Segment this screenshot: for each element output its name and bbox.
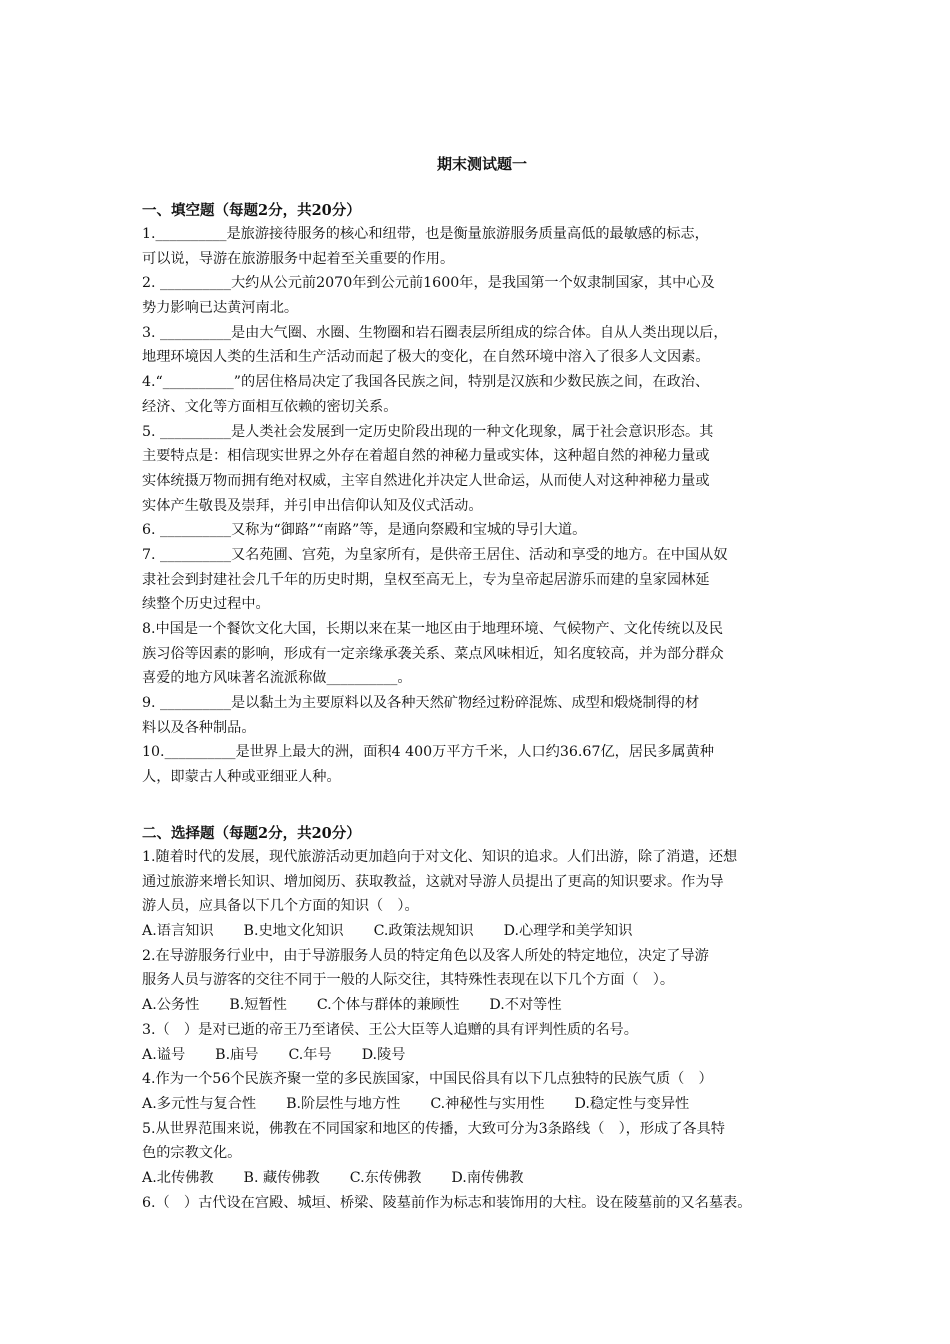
- answer-option: B.阶层性与地方性: [286, 1095, 401, 1112]
- question-text-line: 2. __________大约从公元前2070年到公元前1600年，是我国第一个奴隶制国家，其中心及: [142, 275, 715, 292]
- answer-option: D.陵号: [361, 1046, 406, 1063]
- fill-blank-section: [142, 200, 822, 790]
- question-text-line: 可以说，导游在旅游服务中起着至关重要的作用。: [142, 250, 455, 267]
- question-text-line: 通过旅游来增长知识、增加阅历、获取教益，这就对导游人员提出了更高的知识要求。作为导: [142, 873, 724, 890]
- multiple-choice-section: [142, 823, 822, 1215]
- option-row: [142, 993, 822, 1018]
- answer-option: C.年号: [288, 1046, 332, 1063]
- question-text-line: 游人员，应具备以下几个方面的知识（ ）。: [142, 898, 419, 915]
- question-list: [142, 845, 822, 1215]
- question-text-line: 9. __________是以黏土为主要原料以及各种天然矿物经过粉碎混炼、成型和煅烧制得的材: [142, 695, 700, 712]
- answer-option: A.公务性: [142, 997, 200, 1014]
- question-text-line: 2.在导游服务行业中，由于导游服务人员的特定角色以及客人所处的特定地位，决定了导游: [142, 947, 709, 964]
- answer-option: C.神秘性与实用性: [430, 1095, 545, 1112]
- page-title: 期末测试题一: [436, 155, 527, 173]
- question-text-line: 6.（ ）古代设在宫殿、城垣、桥梁、陵墓前作为标志和装饰用的大柱。设在陵墓前的又名墓表。: [142, 1194, 752, 1211]
- question-text-line: 3.（ ）是对已逝的帝王乃至诸侯、王公大臣等人追赠的具有评判性质的名号。: [142, 1021, 638, 1038]
- section-heading: 二、选择题（每题2分，共20分）: [142, 825, 361, 842]
- answer-option: A.谥号: [142, 1046, 186, 1063]
- question-text-line: 6. __________又称为“御路”“南路”等，是通向祭殿和宝城的导引大道。: [142, 522, 587, 539]
- question-text-line: 人，即蒙古人种或亚细亚人种。: [142, 769, 341, 786]
- answer-option: C.东传佛教: [349, 1169, 422, 1186]
- question-text-line: 实体统摄万物而拥有绝对权威，主宰自然进化并决定人世命运，从而使人对这种神秘力量或: [142, 472, 710, 489]
- answer-option: B.史地文化知识: [243, 923, 344, 940]
- question-text-line: 1.__________是旅游接待服务的核心和纽带，也是衡量旅游服务质量高低的最敏感的标志，: [142, 226, 709, 242]
- question-text-line: 实体产生敬畏及崇拜，并引申出信仰认知及仪式活动。: [142, 497, 483, 514]
- question-text-line: 3. __________是由大气圈、水圈、生物圈和岩石圈表层所组成的综合体。自从人类出现以后，: [142, 324, 728, 341]
- question-text-line: 4.“__________”的居住格局决定了我国各民族之间，特别是汉族和少数民族之间，在政治、: [142, 374, 710, 391]
- question-text-line: 10.__________是世界上最大的洲，面积4 400万平方千米，人口约36.67亿，居民多属黄种: [142, 744, 714, 761]
- question-text-line: 5. __________是人类社会发展到一定历史阶段出现的一种文化现象，属于社会意识形态。其: [142, 423, 714, 440]
- question-text-line: 经济、文化等方面相互依赖的密切关系。: [142, 398, 398, 415]
- answer-option: A.北传佛教: [142, 1169, 214, 1186]
- question-text-line: 喜爱的地方风味著名流派称做__________。: [142, 670, 412, 687]
- question-text-line: 族习俗等因素的影响，形成有一定亲缘承袭关系、菜点风味相近，知名度较高，并为部分群众: [142, 645, 724, 662]
- question-text-line: 续整个历史过程中。: [142, 596, 270, 613]
- answer-option: B. 藏传佛教: [243, 1169, 320, 1186]
- question-text-line: 7. __________又名苑圃、宫苑，为皇家所有，是供帝王居住、活动和享受的地方。在中国从奴: [142, 546, 728, 563]
- answer-option: C.个体与群体的兼顾性: [316, 997, 460, 1014]
- answer-option: D.稳定性与变异性: [574, 1095, 690, 1112]
- option-row: [142, 1166, 822, 1191]
- answer-option: A.多元性与复合性: [142, 1095, 257, 1112]
- answer-option: B.庙号: [215, 1046, 259, 1063]
- question-text-line: 5.从世界范围来说，佛教在不同国家和地区的传播，大致可分为3条路线（ ），形成了各具特: [142, 1120, 725, 1137]
- question-text-line: 地理环境因人类的生活和生产活动而起了极大的变化，在自然环境中溶入了很多人文因素。: [142, 349, 710, 366]
- question-text-line: 1.随着时代的发展，现代旅游活动更加趋向于对文化、知识的追求。人们出游，除了消遣，还想: [142, 849, 738, 865]
- answer-option: D.心理学和美学知识: [503, 923, 633, 940]
- answer-option: C.政策法规知识: [373, 923, 474, 940]
- question-text-line: 8.中国是一个餐饮文化大国，长期以来在某一地区由于地理环境、气候物产、文化传统以及民: [142, 621, 724, 637]
- answer-option: D.南传佛教: [451, 1169, 524, 1186]
- option-row: [142, 1043, 822, 1068]
- section-heading: 一、填空题（每题2分，共20分）: [142, 202, 361, 219]
- question-text-line: 料以及各种制品。: [142, 719, 256, 736]
- question-text-line: 服务人员与游客的交往不同于一般的人际交往，其特殊性表现在以下几个方面（ ）。: [142, 972, 675, 989]
- answer-option: D.不对等性: [489, 997, 562, 1014]
- question-text-line: 4.作为一个56个民族齐聚一堂的多民族国家，中国民俗具有以下几点独特的民族气质（ ）: [142, 1071, 713, 1088]
- answer-option: B.短暂性: [229, 997, 287, 1014]
- answer-option: A.语言知识: [142, 923, 214, 940]
- question-text-line: 主要特点是：相信现实世界之外存在着超自然的神秘力量或实体，这种超自然的神秘力量或: [142, 448, 710, 465]
- option-row: [142, 1092, 822, 1117]
- option-row: [142, 919, 822, 944]
- question-text-line: 色的宗教文化。: [142, 1145, 242, 1162]
- question-list: [142, 222, 822, 790]
- question-text-line: 隶社会到封建社会几千年的历史时期，皇权至高无上，专为皇帝起居游乐而建的皇家园林延: [142, 571, 710, 588]
- question-text-line: 势力影响已达黄河南北。: [142, 300, 299, 317]
